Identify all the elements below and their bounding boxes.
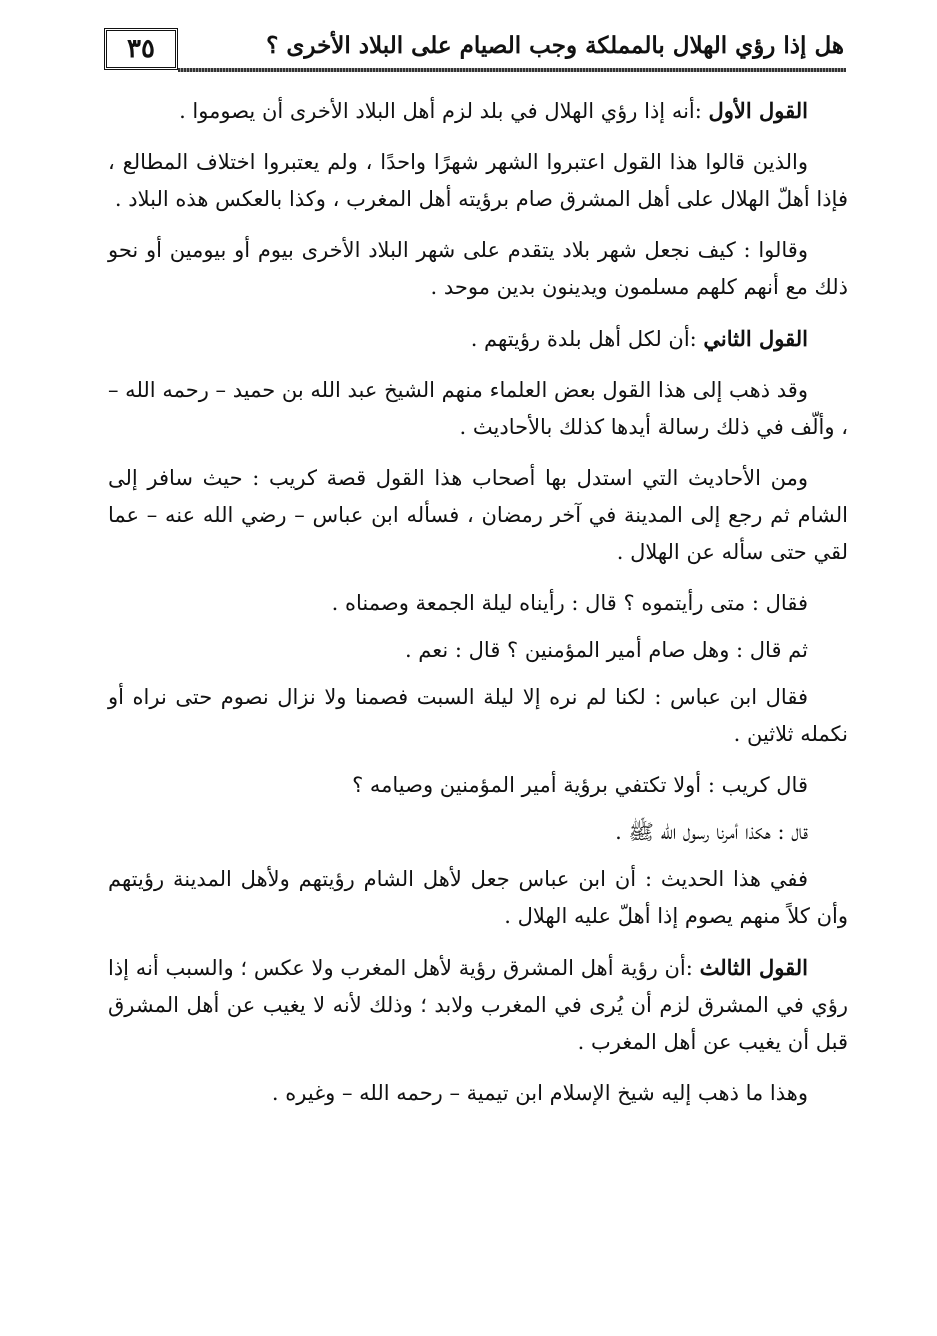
- paragraph-text: فقال : متى رأيتموه ؟ قال : رأيناه ليلة الجمعة وصمناه .: [331, 591, 808, 615]
- paragraph-text: ففي هذا الحديث : أن ابن عباس جعل لأهل الشام رؤيتهم ولأهل المدينة رؤيتهم وأن كلاً منهم يصوم إذا أهلّ عليه الهلال .: [108, 867, 848, 928]
- paragraph-label: القول الثالث: [699, 955, 808, 980]
- paragraph-text: :أنه إذا رؤي الهلال في بلد لزم أهل البلاد الأخرى أن يصوموا .: [179, 99, 709, 123]
- paragraph-text: والذين قالوا هذا القول اعتبروا الشهر شهرًا واحدًا ، ولم يعتبروا اختلاف المطالع ، فإذا أهلّ الهلال على أهل المشرق صام برؤيته أهل المغرب ، وكذا بالعكس هذه البلاد .: [108, 150, 848, 211]
- paragraph: [108, 767, 848, 804]
- paragraph: [108, 372, 848, 446]
- paragraph: [108, 949, 848, 1061]
- paragraph: [108, 144, 848, 218]
- paragraph-label: القول الثاني: [703, 326, 808, 351]
- paragraph-text: :أن رؤية أهل المشرق رؤية لأهل المغرب ولا عكس ؛ والسبب أنه إذا رؤي في المشرق لزم أن يُرى في المغرب ولابد ؛ وذلك لأنه لا يغيب عن أهل المشرق قبل أن يغيب عن أهل المغرب .: [108, 956, 848, 1054]
- paragraph: [108, 861, 848, 935]
- paragraph-text: ومن الأحاديث التي استدل بها أصحاب هذا القول قصة كريب : حيث سافر إلى الشام ثم رجع إلى المدينة في آخر رمضان ، فسأله ابن عباس – رضي الله عنه – عما لقي حتى سأله عن الهلال .: [108, 466, 848, 564]
- paragraph: [108, 814, 848, 851]
- paragraph: [108, 232, 848, 306]
- paragraph: [108, 1075, 848, 1112]
- paragraph-text: قال : هكذا أمرنا رسول الله ﷺ .: [615, 820, 808, 844]
- paragraph-text: وهذا ما ذهب إليه شيخ الإسلام ابن تيمية – رحمه الله – وغيره .: [271, 1081, 808, 1105]
- paragraph-text: وقالوا : كيف نجعل شهر بلاد يتقدم على شهر البلاد الأخرى بيوم أو بيومين أو نحو ذلك مع أنهم كلهم مسلمون ويدينون بدين موحد .: [108, 238, 848, 299]
- paragraph-text: وقد ذهب إلى هذا القول بعض العلماء منهم الشيخ عبد الله بن حميد – رحمه الله – ، وألّف في ذلك رسالة أيدها كذلك بالأحاديث .: [108, 378, 848, 439]
- paragraph-text: :أن لكل أهل بلدة رؤيتهم .: [470, 327, 704, 351]
- paragraph-text: فقال ابن عباس : لكنا لم نره إلا ليلة السبت فصمنا ولا نزال نصوم حتى نراه أو نكمله ثلاثين .: [108, 685, 848, 746]
- running-title: هل إذا رؤي الهلال بالمملكة وجب الصيام على البلاد الأخرى ؟: [266, 32, 844, 59]
- header-rule: [178, 68, 846, 72]
- paragraph: [108, 679, 848, 753]
- paragraph: [108, 585, 848, 622]
- paragraph: [108, 320, 848, 358]
- paragraph-label: القول الأول: [708, 98, 808, 123]
- paragraph-text: قال كريب : أولا تكتفي برؤية أمير المؤمنين وصيامه ؟: [352, 773, 808, 797]
- paragraph: [108, 460, 848, 571]
- paragraph: [108, 632, 848, 669]
- paragraph-text: ثم قال : وهل صام أمير المؤمنين ؟ قال : نعم .: [404, 638, 808, 662]
- page-header: [104, 28, 844, 74]
- page-number: ٣٥: [104, 28, 178, 70]
- page-body: [108, 92, 848, 1126]
- paragraph: [108, 92, 848, 130]
